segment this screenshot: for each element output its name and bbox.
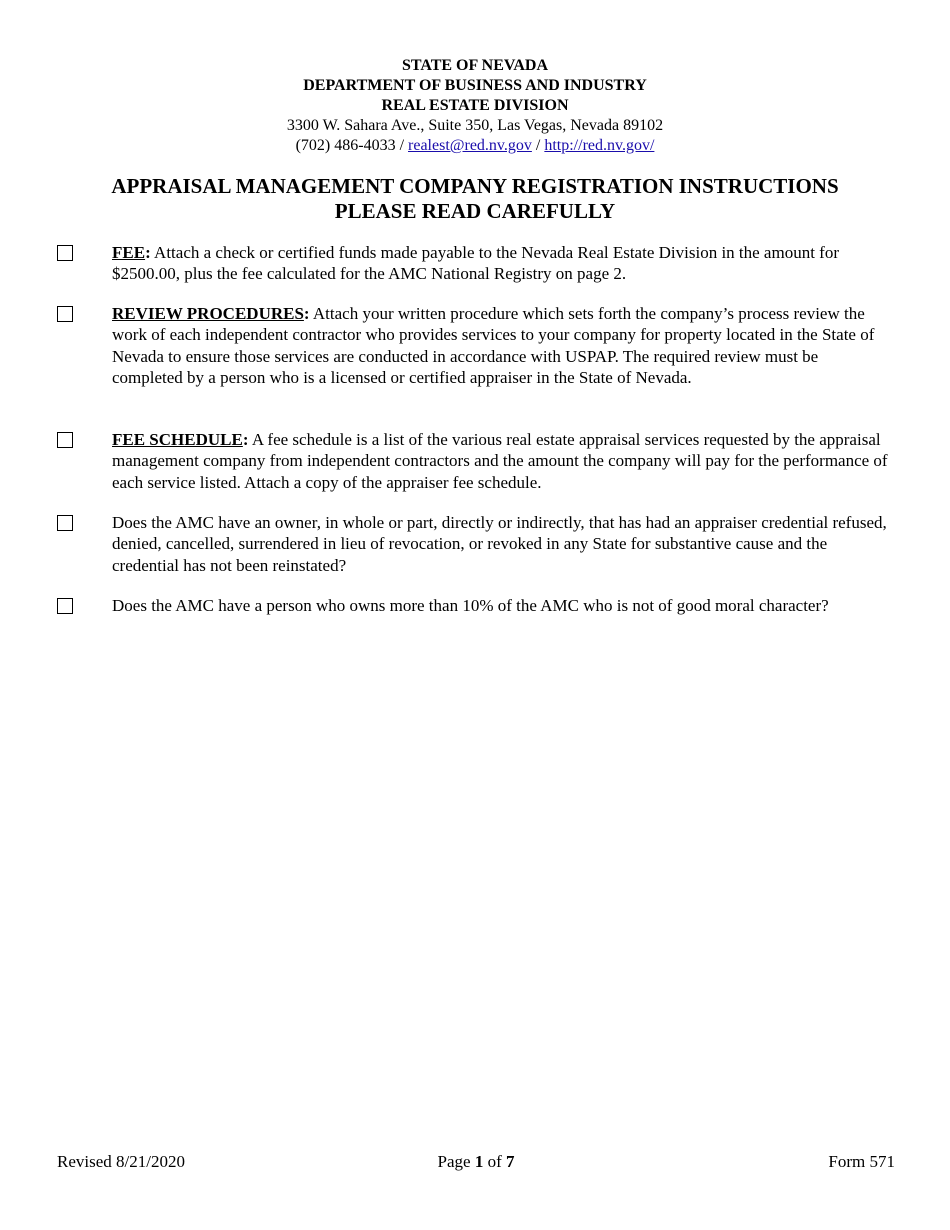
item-text: REVIEW PROCEDURES: Attach your written procedure which sets forth the company’s process review the work of each independent contractor who provides services to your company for property located in the State of Nevada to ensure those services are conducted in accordance with USPAP. The required review must be completed by a person who is a licensed or certified appraiser in the State of Nevada.: [112, 304, 875, 387]
revised-date: Revised 8/21/2020: [57, 1152, 185, 1171]
checkbox[interactable]: [57, 598, 73, 614]
header-separator: /: [531, 137, 545, 154]
item-text: FEE: Attach a check or certified funds made payable to the Nevada Real Estate Division in the amount for $2500.00, plus the fee calculated for the AMC National Registry on page 2.: [112, 243, 839, 284]
item-text: Does the AMC have an owner, in whole or part, directly or indirectly, that has had an appraiser credential refused, denied, cancelled, surrendered in lieu of revocation, or revoked in any State for substantive cause and the credential has not been reinstated?: [112, 513, 887, 575]
header-separator: /: [395, 137, 409, 154]
item-text: Does the AMC have a person who owns more than 10% of the AMC who is not of good moral character?: [112, 596, 829, 615]
form-number: Form 571: [828, 1152, 895, 1171]
header-state: STATE OF NEVADA: [401, 57, 549, 74]
page-footer: [57, 1152, 895, 1174]
checkbox[interactable]: [57, 306, 73, 322]
checkbox[interactable]: [57, 432, 73, 448]
page-title: [0, 174, 950, 224]
header-division: REAL ESTATE DIVISION: [381, 97, 569, 114]
header-department: DEPARTMENT OF BUSINESS AND INDUSTRY: [303, 77, 647, 94]
checkbox[interactable]: [57, 245, 73, 261]
header-phone: (702) 486-4033: [295, 137, 396, 154]
item-heading: FEE SCHEDULE:: [112, 430, 249, 449]
title-line-2: PLEASE READ CAREFULLY: [334, 199, 616, 223]
item-text: FEE SCHEDULE: A fee schedule is a list of the various real estate appraisal services requested by the appraisal management company from independent contractors and the amount the company will pay for the performance of each service listed. Attach a copy of the appraiser fee schedule.: [112, 430, 888, 492]
item-heading: REVIEW PROCEDURES:: [112, 304, 310, 323]
page-number: Page 1 of 7: [437, 1152, 515, 1171]
agency-header: [0, 56, 950, 156]
header-address: 3300 W. Sahara Ave., Suite 350, Las Vegas, Nevada 89102: [286, 117, 664, 134]
header-contact: [0, 136, 950, 156]
checkbox[interactable]: [57, 515, 73, 531]
item-heading: FEE:: [112, 243, 151, 262]
title-line-1: APPRAISAL MANAGEMENT COMPANY REGISTRATION INSTRUCTIONS: [111, 174, 839, 198]
email-link[interactable]: realest@red.nv.gov: [408, 137, 532, 154]
website-link[interactable]: http://red.nv.gov/: [544, 137, 655, 154]
